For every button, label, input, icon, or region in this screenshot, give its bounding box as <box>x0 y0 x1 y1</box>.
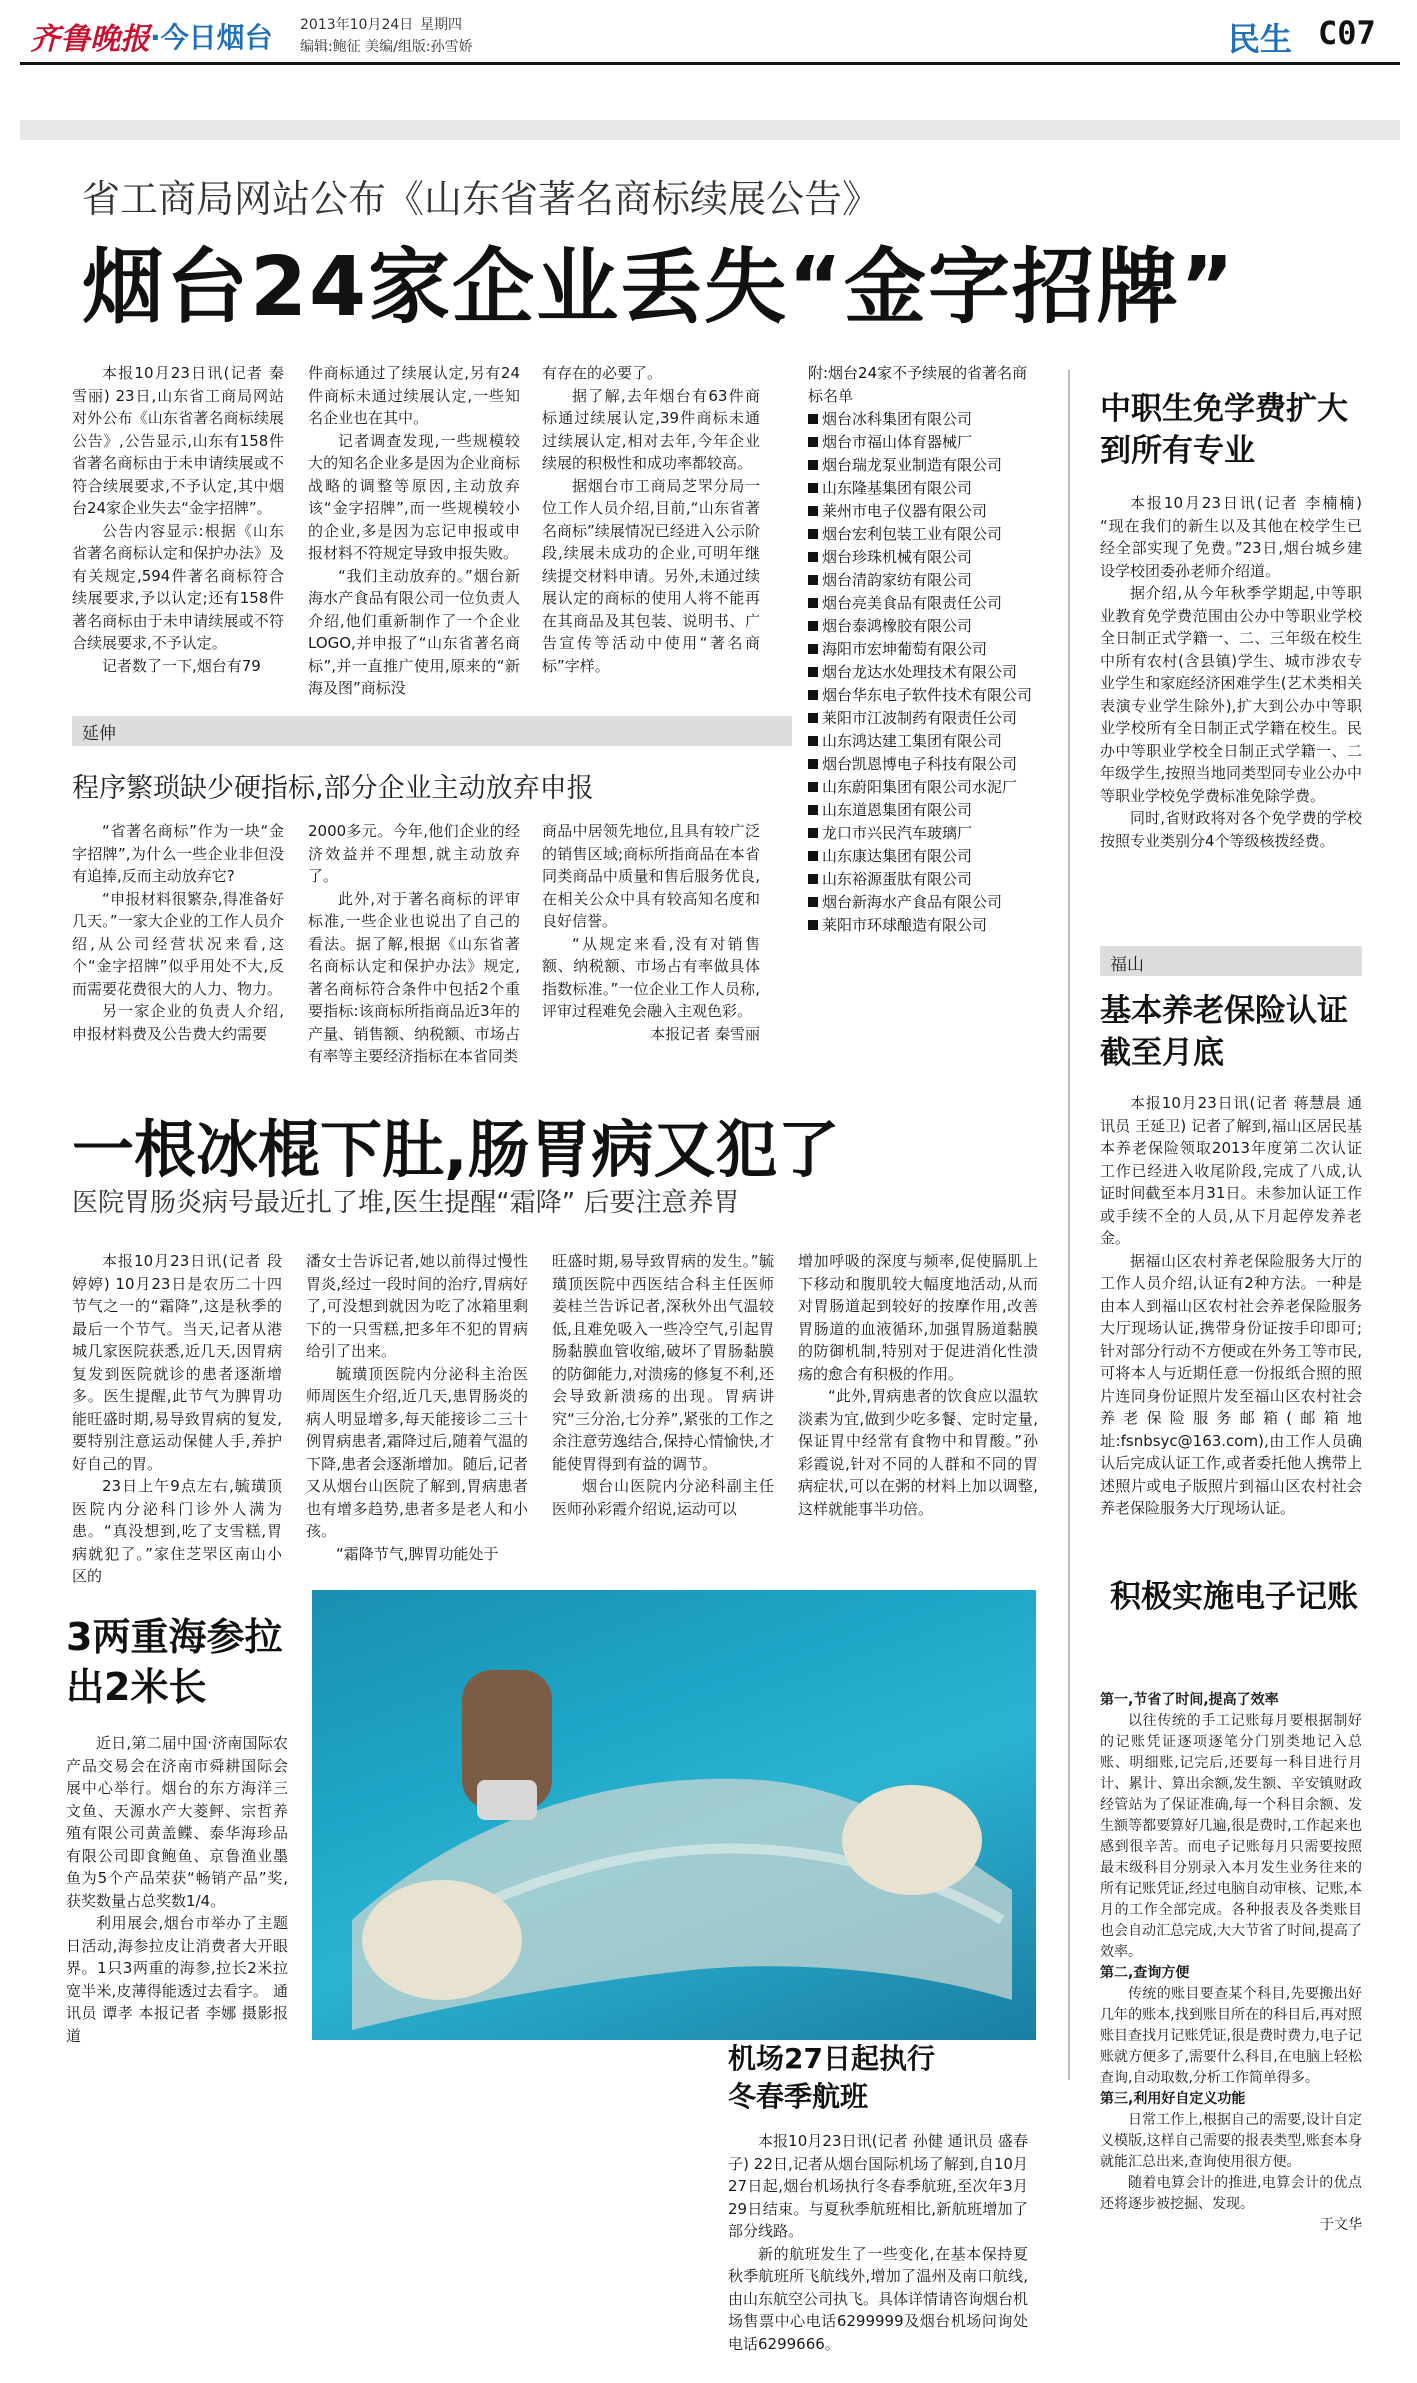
bullet-icon <box>808 437 818 447</box>
paragraph: 据福山区农村养老保险服务大厅的工作人员介绍,认证有2种方法。一种是由本人到福山区农村社会养老保险服务大厅现场认证,携带身份证按手印即可;针对部分行动不方便或在外务工等市民,可将本人与近期任意一份报纸合照的照片连同身份证照片发至福山区农村社会养老保险服务邮箱(邮箱地址:fsnbsyc@163.com),由工作人员确认后完成认证工作,或者委托他人携带上述照片或电子版照片到福山区农村社会养老保险服务大厅现场认证。 <box>1100 1251 1362 1517</box>
bullet-icon <box>808 897 818 907</box>
story1-col3 <box>542 362 760 677</box>
paragraph: 2000多元。今年,他们企业的经济效益并不理想,就主动放弃了。 <box>308 822 520 885</box>
paragraph: “此外,胃病患者的饮食应以温软淡素为宜,做到少吃多餐、定时定量,保证胃中经常有食物中和胃酸。”孙彩霞说,针对不同的人群和不同的胃病症状,可以在粥的材料上加以调整,这样就能事半功倍。 <box>798 1387 1038 1518</box>
paragraph: 公告内容显示:根据《山东省著名商标认定和保护办法》及有关规定,594件著名商标符合续展要求,予以认定;还有158件著名商标由于未申请续展或不符合续展要求,不予认定。 <box>72 521 284 652</box>
list-item-label: 莱阳市环球酿造有限公司 <box>822 916 988 934</box>
list-item <box>808 454 1033 477</box>
list-item <box>808 615 1033 638</box>
bullet-icon <box>808 552 818 562</box>
paragraph: 件商标通过了续展认定,另有24件商标未通过续展认定,一些知名企业也在其中。 <box>308 364 520 427</box>
byline: 于文华 <box>1320 2217 1362 2233</box>
paragraph: 此外,对于著名商标的评审标准,一些企业也说出了自己的看法。据了解,根据《山东省著名商标认定和保护办法》规定,著名商标符合条件中包括2个重要指标:该商标所指商品近3年的产量、销售额、纳税额、市场占有率等主要经济指标在本省同类 <box>308 889 520 1065</box>
paragraph: 本报10月23日讯(记者 蒋慧晨 通讯员 王延卫) 记者了解到,福山区居民基本养老保险领取2013年度第二次认证工作已经进入收尾阶段,完成了八成,认证时间截至本月31日。未参加认证工作或手续不全的人员,从下月起停发养老金。 <box>1100 1094 1362 1247</box>
story2-col4 <box>798 1250 1038 1520</box>
paragraph: 旺盛时期,易导致胃病的发生。”毓璜顶医院中西医结合科主任医师姜桂兰告诉记者,深秋外出气温较低,且难免吸入一些冷空气,引起胃肠黏膜血管收缩,破坏了胃肠黏膜的防御能力,对溃疡的修复不利,还会导致新溃疡的出现。胃病讲究“三分治,七分养”,紧张的工作之余注意劳逸结合,保持心情愉快,才能使胃得到有益的调节。 <box>552 1252 774 1473</box>
list-item <box>808 868 1033 891</box>
list-item-label: 山东隆基集团有限公司 <box>822 479 973 497</box>
story4-body <box>728 2130 1028 2355</box>
byline: 本报记者 秦雪丽 <box>650 1024 760 1043</box>
list-item-label: 烟台新海水产食品有限公司 <box>822 893 1003 911</box>
story1-col2 <box>308 362 520 700</box>
story2-subhead: 医院胃肠炎病号最近扎了堆,医生提醒“霜降” 后要注意养胃 <box>72 1188 740 1218</box>
list-item <box>808 431 1033 454</box>
bullet-icon <box>808 736 818 746</box>
list-item-label: 莱阳市江波制药有限责任公司 <box>822 709 1018 727</box>
list-item-label: 烟台凯恩博电子科技有限公司 <box>822 755 1018 773</box>
story1-col1 <box>72 362 284 677</box>
bullet-icon <box>808 805 818 815</box>
list-item-label: 山东鸿达建工集团有限公司 <box>822 732 1003 750</box>
list-item-label: 烟台珍珠机械有限公司 <box>822 548 973 566</box>
list-item <box>808 684 1033 707</box>
section-heading: 第一,节省了时间,提高了效率 <box>1100 1692 1279 1708</box>
story1-kicker: 省工商局网站公布《山东省著名商标续展公告》 <box>82 177 881 221</box>
list-item <box>808 592 1033 615</box>
list-item-label: 海阳市宏坤葡萄有限公司 <box>822 640 988 658</box>
paragraph: 本报10月23日讯(记者 李楠楠) “现在我们的新生以及其他在校学生已经全部实现了免费。”23日,烟台城乡建设学校团委孙老师介绍道。 <box>1100 494 1362 580</box>
paragraph: 同时,省财政将对各个免学费的学校按照专业类别分4个等级核拨经费。 <box>1100 809 1362 850</box>
divider <box>1068 370 1070 2080</box>
paragraph: 近日,第二届中国·济南国际农产品交易会在济南市舜耕国际会展中心举行。烟台的东方海洋三文鱼、天源水产大菱鲆、宗哲养殖有限公司黄盖鲽、泰华海珍品有限公司即食鲍鱼、京鲁渔业墨鱼为5个产品荣获“畅销产品”奖,获奖数量占总奖数1/4。 <box>66 1734 288 1910</box>
section-heading: 第三,利用好自定义功能 <box>1100 2091 1246 2107</box>
fushan-tag: 福山 <box>1110 955 1144 975</box>
bullet-icon <box>808 828 818 838</box>
list-item-label: 山东道恩集团有限公司 <box>822 801 973 819</box>
paragraph: 本报10月23日讯(记者 秦雪丽) 23日,山东省工商局网站对外公布《山东省著名商标续展公告》,公告显示,山东有158件省著名商标由于未申请续展或不符合续展要求,不予认定,其中烟台24家企业失去“金字招牌”。 <box>72 364 284 517</box>
paragraph: 传统的账目要查某个科目,先要搬出好几年的账本,找到账目所在的科目后,再对照账目查找月记账凭证,很是费时费力,电子记账就方便多了,需要什么科目,在电脑上轻松查询,自动取数,分析工作简单得多。 <box>1100 1986 1362 2086</box>
paragraph: 据介绍,从今年秋季学期起,中等职业教育免学费范围由公办中等职业学校全日制正式学籍一、二、三年级在校生中所有农村(含县镇)学生、城市涉农专业学生和家庭经济困难学生(艺术类相关表演专业学生除外),扩大到公办中等职业学校所有全日制正式学籍在校生。民办中等职业学校全日制正式学籍一、二年级学生,按照当地同类型同专业公办中等职业学校免学费标准免除学费。 <box>1100 584 1362 805</box>
list-item <box>808 661 1033 684</box>
paragraph: 本报10月23日讯(记者 段婷婷) 10月23日是农历二十四节气之一的“霜降”,这是秋季的最后一个节气。当天,记者从港城几家医院获悉,近几天,因胃病复发到医院就诊的患者逐渐增多。医生提醒,此节气为脾胃功能旺盛时期,易导致胃病的复发,要特别注意运动保健人手,养护好自己的胃。 <box>72 1252 282 1473</box>
story5-body <box>1100 1690 1362 2236</box>
paragraph: 以往传统的手工记账每月要根据制好的记账凭证逐项逐笔分门别类地记入总账、明细账,记完后,还要每一科目进行月计、累计、算出余额,发生额、辛安镇财政经管站为了保证准确,每一个科目余额、发生额等都要算好几遍,很是费时,工作起来也感到很辛苦。而电子记账每月只需要按照最末级科目分别录入本月发生业务往来的所有记账凭证,经过电脑自动审核、记账,本月的工作全部完成。各种报表及各类账目也会自动汇总完成,大大节省了时间,提高了效率。 <box>1100 1713 1362 1960</box>
list-item-label: 龙口市兴民汽车玻璃厂 <box>822 824 973 842</box>
paragraph: 23日上午9点左右,毓璜顶医院内分泌科门诊外人满为患。“真没想到,吃了支雪糕,胃病就犯了。”家住芝罘区南山小区的 <box>72 1477 282 1585</box>
story1-sub-col2 <box>308 820 520 1068</box>
story2-headline: 一根冰棍下肚,肠胃病又犯了 <box>72 1113 840 1186</box>
section-name: ·今日烟台 <box>150 21 273 54</box>
list-item <box>808 523 1033 546</box>
story3-body <box>66 1732 288 2047</box>
paragraph: 利用展会,烟台市举办了主题日活动,海参拉皮让消费者大开眼界。1只3两重的海参,拉长2米拉宽半米,皮薄得能透过去看字。 通讯员 谭孝 本报记者 李娜 摄影报道 <box>66 1914 288 2045</box>
sea-cucumber-photo <box>312 1590 1036 2040</box>
list-item <box>808 477 1033 500</box>
paragraph: 随着电算会计的推进,电算会计的优点还将逐步被挖掘、发现。 <box>1100 2175 1362 2212</box>
list-item <box>808 730 1033 753</box>
editors-credit: 编辑:鲍征 美编/组版:孙雪娇 <box>300 39 473 55</box>
side1-headline: 中职生免学费扩大到所有专业 <box>1100 391 1348 469</box>
bullet-icon <box>808 575 818 585</box>
bullet-icon <box>808 690 818 700</box>
bullet-icon <box>808 759 818 769</box>
list-item-label: 烟台华东电子软件技术有限公司 <box>822 686 1033 704</box>
list-item <box>808 546 1033 569</box>
trademark-list <box>808 362 1033 937</box>
paragraph: 另一家企业的负责人介绍,申报材料费及公告费大约需要 <box>72 1002 284 1043</box>
paragraph: 烟台山医院内分泌科副主任医师孙彩霞介绍说,运动可以 <box>552 1477 774 1518</box>
side1-body <box>1100 492 1362 852</box>
list-item <box>808 707 1033 730</box>
issue-weekday: 星期四 <box>420 17 462 33</box>
paragraph: “霜降节气,脾胃功能处于 <box>336 1544 499 1563</box>
banner-band <box>20 120 1400 140</box>
list-item <box>808 799 1033 822</box>
paragraph: 新的航班发生了一些变化,在基本保持夏秋季航班所飞航线外,增加了温州及南口航线,由山东航空公司执飞。具体详情请咨询烟台机场售票中心电话6299999及烟台机场问询处电话6299666。 <box>728 2244 1029 2353</box>
paragraph: “省著名商标”作为一块“金字招牌”,为什么一些企业非但没有追捧,反而主动放弃它? <box>72 822 284 885</box>
bullet-icon <box>808 713 818 723</box>
story1-sub-col3 <box>542 820 760 1045</box>
bullet-icon <box>808 621 818 631</box>
list-item <box>808 891 1033 914</box>
list-item-label: 烟台市福山体育器械厂 <box>822 433 973 451</box>
story4-headline: 机场27日起执行冬春季航班 <box>728 2042 935 2113</box>
story3-headline: 3两重海参拉出2米长 <box>66 1615 283 1709</box>
list-item-label: 山东裕源蛋肽有限公司 <box>822 870 973 888</box>
paragraph: 毓璜顶医院内分泌科主治医师周医生介绍,近几天,患胃肠炎的病人明显增多,每天能接诊二三十例胃病患者,霜降过后,随着气温的下降,患者会逐渐增加。随后,记者又从烟台山医院了解到,胃病患者也有增多趋势,患者多是老人和小孩。 <box>306 1364 528 1540</box>
paragraph: “申报材料很繁杂,得准备好几天。”一家大企业的工作人员介绍,从公司经营状况来看,这个“金字招牌”似乎用处不大,反而需要花费很大的人力、物力。 <box>72 889 284 998</box>
bullet-icon <box>808 506 818 516</box>
paragraph: 据了解,去年烟台有63件商标通过续展认定,39件商标未通过续展认定,相对去年,今年企业续展的积极性和成功率都较高。 <box>542 386 760 472</box>
list-items <box>808 408 1033 937</box>
list-item-label: 山东蔚阳集团有限公司水泥厂 <box>822 778 1018 796</box>
list-item-label: 山东康达集团有限公司 <box>822 847 973 865</box>
story2-col1 <box>72 1250 282 1588</box>
bullet-icon <box>808 782 818 792</box>
bullet-icon <box>808 483 818 493</box>
side2-body <box>1100 1092 1362 1520</box>
story1-sub-col1 <box>72 820 284 1045</box>
section-heading: 第二,查询方便 <box>1100 1965 1190 1981</box>
masthead-rule <box>20 62 1400 65</box>
list-item-label: 烟台亮美食品有限责任公司 <box>822 594 1003 612</box>
bullet-icon <box>808 920 818 930</box>
bullet-icon <box>808 414 818 424</box>
paragraph: 记者调查发现,一些规模较大的知名企业多是因为企业商标战略的调整等原因,主动放弃该“金字招牌”,而一些规模较小的企业,多是因为忘记申报或申报材料不符规定导致申报失败。 <box>308 431 520 562</box>
bullet-icon <box>808 644 818 654</box>
list-item-label: 烟台宏利包装工业有限公司 <box>822 525 1003 543</box>
bullet-icon <box>808 874 818 884</box>
bullet-icon <box>808 598 818 608</box>
paper-name: 齐鲁晚报 <box>30 22 150 57</box>
photo-illustration <box>312 1590 1036 2040</box>
paragraph: 潘女士告诉记者,她以前得过慢性胃炎,经过一段时间的治疗,胃病好了,可没想到就因为吃了冰箱里剩下的一只雪糕,把多年不犯的胃病给引了出来。 <box>306 1252 528 1360</box>
bullet-icon <box>808 851 818 861</box>
list-item <box>808 753 1033 776</box>
list-item-label: 烟台泰鸿橡胶有限公司 <box>822 617 973 635</box>
page-category: 民生 <box>1228 20 1293 58</box>
side2-headline: 基本养老保险认证截至月底 <box>1100 993 1348 1071</box>
extension-tag: 延伸 <box>82 724 116 744</box>
paragraph: 记者数了一下,烟台有79 <box>102 656 261 675</box>
paragraph: 日常工作上,根据自己的需要,设计自定义模版,这样自己需要的报表类型,账套本身就能汇总出来,查询使用很方便。 <box>1100 2112 1362 2170</box>
list-item-label: 莱州市电子仪器有限公司 <box>822 502 988 520</box>
list-item <box>808 845 1033 868</box>
list-item-label: 烟台清韵家纺有限公司 <box>822 571 973 589</box>
story2-col3 <box>552 1250 774 1520</box>
bullet-icon <box>808 460 818 470</box>
list-item-label: 烟台瑞龙泵业制造有限公司 <box>822 456 1003 474</box>
list-item <box>808 638 1033 661</box>
list-item <box>808 914 1033 937</box>
list-item-label: 烟台冰科集团有限公司 <box>822 410 973 428</box>
list-title: 附:烟台24家不予续展的省著名商标名单 <box>808 364 1028 405</box>
story1-headline: 烟台24家企业丢失“金字招牌” <box>82 240 1236 335</box>
list-item-label: 烟台龙达水处理技术有限公司 <box>822 663 1018 681</box>
paragraph: 商品中居领先地位,且具有较广泛的销售区域;商标所指商品在本省同类商品中质量和售后服务优良,在相关公众中具有较高知名度和良好信誉。 <box>542 822 760 930</box>
paragraph: 增加呼吸的深度与频率,促使膈肌上下移动和腹肌较大幅度地活动,从而对胃肠道起到较好的按摩作用,改善胃肠道的血液循环,加强胃肠道黏膜的防御机制,特别对于促进消化性溃疡的愈合有积极的作用。 <box>798 1252 1038 1383</box>
issue-date: 2013年10月24日 <box>300 17 414 33</box>
page-number: C07 <box>1318 14 1376 52</box>
paragraph: “从规定来看,没有对销售额、纳税额、市场占有率做具体指数标准。”一位企业工作人员称,评审过程难免会融入主观色彩。 <box>542 934 760 1020</box>
extension-tag-bar <box>72 716 792 746</box>
paragraph: 有存在的必要了。 <box>542 364 663 382</box>
list-item <box>808 408 1033 431</box>
list-item <box>808 569 1033 592</box>
story1-sub-headline: 程序繁琐缺少硬指标,部分企业主动放弃申报 <box>72 773 594 804</box>
bullet-icon <box>808 529 818 539</box>
bullet-icon <box>808 667 818 677</box>
paragraph: 据烟台市工商局芝罘分局一位工作人员介绍,目前,“山东省著名商标”续展情况已经进入公示阶段,续展未成功的企业,可明年继续提交材料申请。另外,未通过续展认定的商标的使用人将不能再在其商品及其包装、说明书、广告宣传等活动中使用“著名商标”字样。 <box>542 476 760 675</box>
masthead <box>0 0 1417 70</box>
story5-headline: 积极实施电子记账 <box>1110 1579 1358 1615</box>
story2-col2 <box>306 1250 528 1565</box>
paragraph: “我们主动放弃的。”烟台新海水产食品有限公司一位负责人介绍,他们重新制作了一个企业LOGO,并申报了“山东省著名商标”,并一直推广使用,原来的“新海及图”商标没 <box>308 566 520 697</box>
paragraph: 本报10月23日讯(记者 孙健 通讯员 盛春子) 22日,记者从烟台国际机场了解到,自10月27日起,烟台机场执行冬春季航班,至次年3月29日结束。与夏秋季航班相比,新航班增加了部分线路。 <box>728 2132 1028 2240</box>
list-item <box>808 822 1033 845</box>
list-item <box>808 776 1033 799</box>
list-item <box>808 500 1033 523</box>
